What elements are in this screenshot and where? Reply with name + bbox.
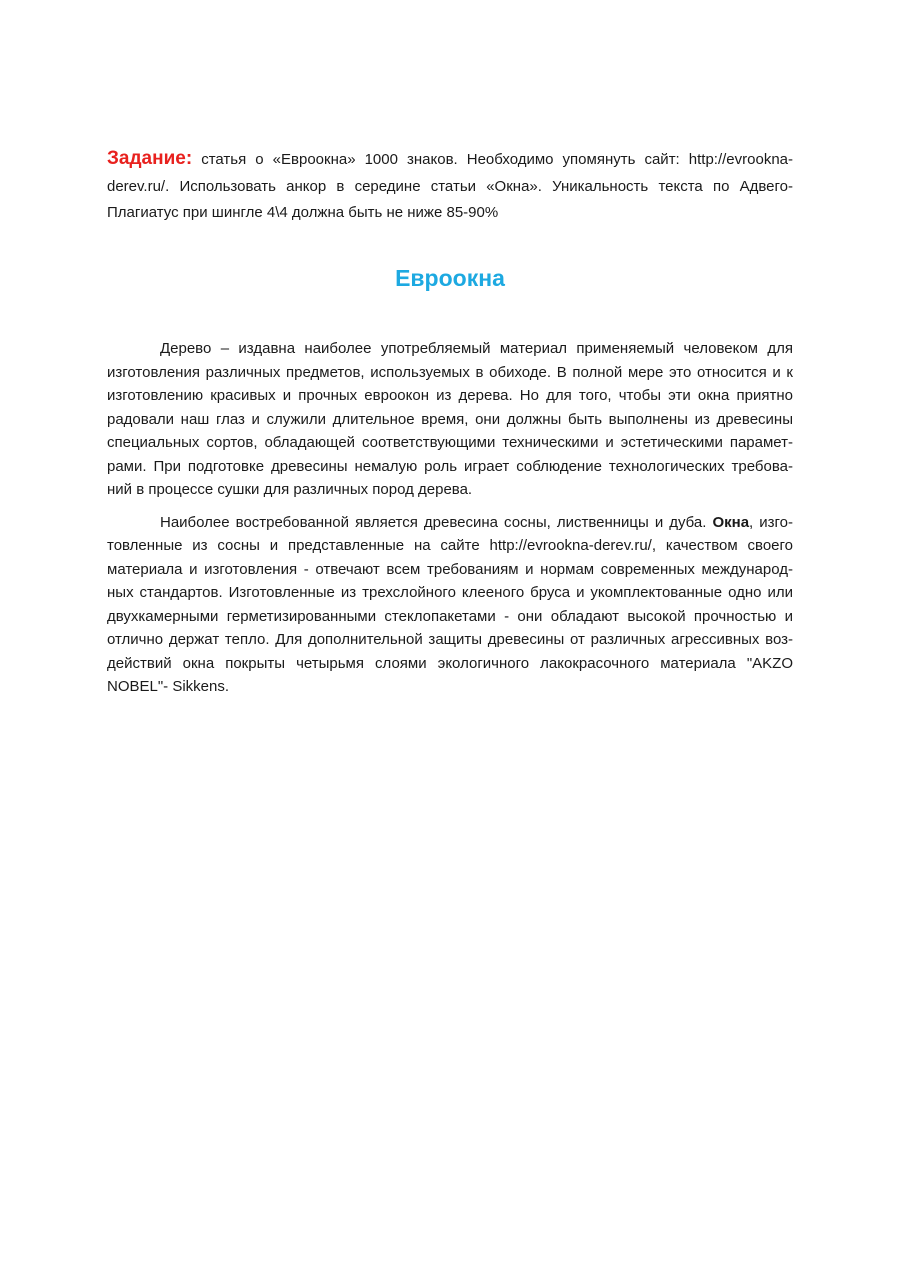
paragraph-2-text-start: Наиболее востребованной является древесина сосны, лиственницы и дуба.: [160, 513, 713, 531]
article-body: [107, 337, 793, 708]
paragraph-2-text-end: , изго-товленные из сосны и представленные на сайте http://evrookna-derev.ru/, качеством своего материала и изготовления - отвечают всем требованиям и нормам современных международ-ных стандартов. Изготовленные из трехслойного клееного бруса и укомплектованные одно или двухкамерными герметизированными стеклопакетами - они обладают высокой прочностью и отлично держат тепло. Для дополнительной защиты древесины от различных агрессивных воз-действий окна покрыты четырьмя слоями экологичного лакокрасочного материала "AKZO NOBEL"- Sikkens.: [107, 513, 793, 695]
task-label: Задание:: [107, 148, 193, 169]
task-text: статья о «Евроокна» 1000 знаков. Необходимо упомянуть сайт: http://evrookna-derev.ru/. Использовать анкор в середине статьи «Окна». Уникальность текста по Адвего-Плагиатус при шингле 4\4 должна быть не ниже 85-90%: [107, 151, 793, 221]
article-paragraph-1: Дерево – издавна наиболее употребляемый материал применяемый человеком для изготовления различных предметов, используемых в обиходе. В полной мере это относится и к изготовлению красивых и прочных евроокон из дерева. Но для того, чтобы эти окна приятно радовали наш глаз и служили длительное время, они должны быть выполнены из древесины специальных сортов, обладающей соответствующими техническими и эстетическими парамет-рами. При подготовке древесины немалую роль играет соблюдение технологических требова-ний в процессе сушки для различных пород дерева.: [107, 340, 793, 498]
task-description: [107, 146, 793, 227]
article-title: Евроокна: [395, 265, 505, 291]
anchor-text: Окна: [712, 513, 750, 531]
article-paragraph-2: [107, 511, 793, 699]
